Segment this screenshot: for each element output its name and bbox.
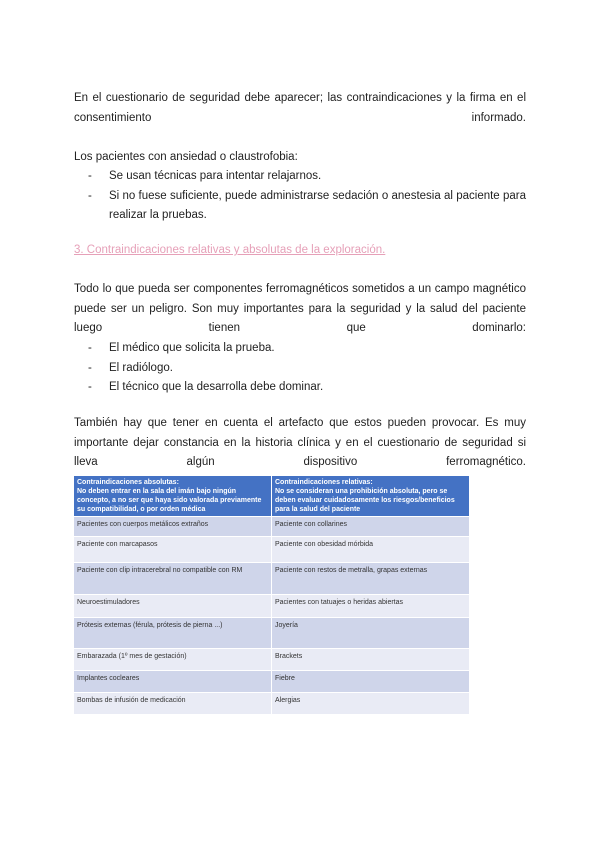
cell-relative: Paciente con collarines xyxy=(272,517,470,537)
list-who-must-know xyxy=(74,339,526,398)
cell-absolute: Paciente con clip intracerebral no compatible con RM xyxy=(74,563,272,595)
table-row xyxy=(74,693,470,715)
list-anxiety-measures xyxy=(74,167,526,226)
list-item: - El radiólogo. xyxy=(74,359,526,379)
table-row xyxy=(74,671,470,693)
list-item: - Si no fuese suficiente, puede administrarse sedación o anestesia al paciente para realizar la pruebas. xyxy=(74,187,526,226)
header-relative xyxy=(272,476,470,517)
cell-absolute: Neuroestimuladores xyxy=(74,595,272,618)
cell-relative: Fiebre xyxy=(272,671,470,693)
cell-relative: Joyería xyxy=(272,618,470,649)
cell-relative: Paciente con restos de metralla, grapas externas xyxy=(272,563,470,595)
table-row xyxy=(74,563,470,595)
table-header-row xyxy=(74,476,470,517)
list-item: - Se usan técnicas para intentar relajarnos. xyxy=(74,167,526,187)
table-row xyxy=(74,537,470,563)
table-row xyxy=(74,618,470,649)
header-description: No deben entrar en la sala del imán bajo ningún concepto, a no ser que haya sido valorada previamente su compatibilidad, o por orden médica xyxy=(77,488,262,513)
cell-absolute: Implantes cocleares xyxy=(74,671,272,693)
cell-relative: Alergias xyxy=(272,693,470,715)
paragraph-artifact: También hay que tener en cuenta el artefacto que estos pueden provocar. Es muy importante dejar constancia en la historia clínica y en el cuestionario de seguridad si lleva algún dispositivo ferromagnético. xyxy=(74,417,526,468)
paragraph-security-questionnaire: En el cuestionario de seguridad debe aparecer; las contraindicaciones y la firma en el consentimiento informado. xyxy=(74,92,526,124)
list-item: - El técnico que la desarrolla debe dominar. xyxy=(74,378,526,398)
list-item: - El médico que solicita la prueba. xyxy=(74,339,526,359)
table-row xyxy=(74,517,470,537)
section-heading: 3. Contraindicaciones relativas y absolutas de la exploración. xyxy=(74,244,386,256)
cell-absolute: Bombas de infusión de medicación xyxy=(74,693,272,715)
contraindications-table xyxy=(73,475,470,715)
header-title: Contraindicaciones relativas: xyxy=(275,479,373,486)
header-title: Contraindicaciones absolutas: xyxy=(77,479,179,486)
cell-relative: Pacientes con tatuajes o heridas abiertas xyxy=(272,595,470,618)
cell-relative: Brackets xyxy=(272,649,470,671)
cell-absolute: Paciente con marcapasos xyxy=(74,537,272,563)
paragraph-anxiety-intro: Los pacientes con ansiedad o claustrofobia: xyxy=(74,151,298,163)
header-description: No se consideran una prohibición absoluta, pero se deben evaluar cuidadosamente los riesgos/beneficios para la salud del paciente xyxy=(275,488,455,513)
header-absolute xyxy=(74,476,272,517)
table-row xyxy=(74,649,470,671)
cell-absolute: Embarazada (1º mes de gestación) xyxy=(74,649,272,671)
cell-absolute: Prótesis externas (férula, prótesis de pierna ...) xyxy=(74,618,272,649)
cell-absolute: Pacientes con cuerpos metálicos extraños xyxy=(74,517,272,537)
table-row xyxy=(74,595,470,618)
paragraph-ferromagnetic: Todo lo que pueda ser componentes ferromagnéticos sometidos a un campo magnético puede ser un peligro. Son muy importantes para la seguridad y la salud del paciente luego tienen que dominarlo: xyxy=(74,283,526,334)
cell-relative: Paciente con obesidad mórbida xyxy=(272,537,470,563)
